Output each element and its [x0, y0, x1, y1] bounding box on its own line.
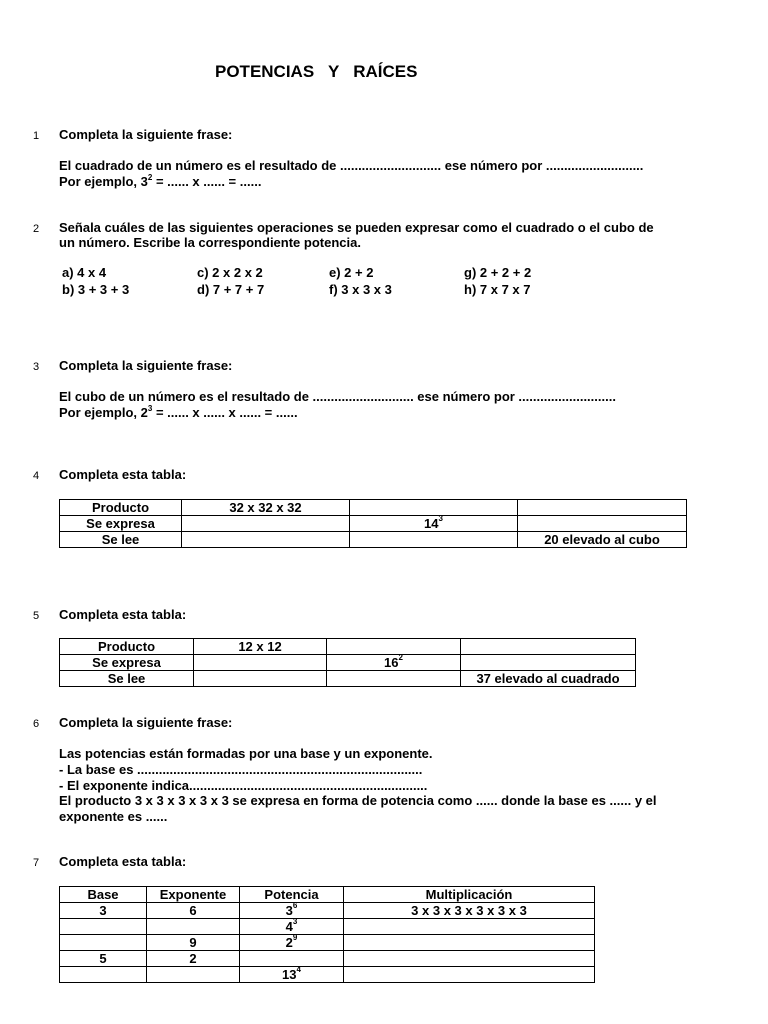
table-cell: [350, 532, 518, 548]
table-cell: [240, 935, 344, 951]
operation-item: f) 3 x 3 x 3: [329, 282, 392, 297]
question-text: - La base es ...............................................................................: [59, 762, 423, 777]
question-number: 5: [33, 610, 40, 622]
table-cell: [240, 903, 344, 919]
product-table: [59, 499, 687, 548]
table-row: [60, 532, 687, 548]
table-cell: [327, 639, 461, 655]
power-exponent: 6: [292, 901, 298, 911]
table-row: [60, 500, 687, 516]
question-text: exponente es ......: [59, 809, 168, 824]
power-exponent: 4: [296, 965, 301, 975]
power-exponent: 2: [398, 653, 403, 663]
operation-item: g) 2 + 2 + 2: [464, 265, 532, 280]
table-cell: [194, 655, 327, 671]
question-text: El producto 3 x 3 x 3 x 3 x 3 se expresa en forma de potencia como ...... donde la base es ...... y el: [59, 793, 657, 808]
column-header: Base: [60, 887, 147, 903]
example-base: Por ejemplo, 2: [59, 405, 148, 420]
table-row: [60, 639, 636, 655]
table-cell: [60, 935, 147, 951]
table-cell: 12 x 12: [194, 639, 327, 655]
table-cell: [461, 655, 636, 671]
table-cell: [344, 951, 595, 967]
table-row: [60, 935, 595, 951]
table-row: [60, 903, 595, 919]
column-header: Potencia: [240, 887, 344, 903]
operation-item: c) 2 x 2 x 2: [197, 265, 263, 280]
power-base: 3: [285, 902, 293, 918]
product-table: [59, 638, 636, 687]
question-number: 4: [33, 470, 40, 482]
table-cell: [518, 500, 687, 516]
table-header-row: [60, 887, 595, 903]
table-cell: [60, 919, 147, 935]
example-base: Por ejemplo, 3: [59, 174, 148, 189]
table-cell: Se expresa: [60, 516, 182, 532]
table-cell: [350, 516, 518, 532]
example-rest: = ...... x ...... x ...... = ......: [152, 405, 298, 420]
question-example: [59, 174, 261, 190]
table-row: [60, 967, 595, 983]
power-base: 4: [285, 918, 293, 934]
table-cell: 6: [147, 903, 240, 919]
question-text: Señala cuáles de las siguientes operaciones se pueden expresar como el cuadrado o el cubo de: [59, 220, 654, 235]
table-cell: [194, 671, 327, 687]
operation-item: e) 2 + 2: [329, 265, 374, 280]
power-exponent: 9: [292, 933, 298, 943]
table-cell: [518, 516, 687, 532]
column-header: Multiplicación: [344, 887, 595, 903]
question-heading: Completa esta tabla:: [59, 607, 187, 622]
table-row: [60, 516, 687, 532]
example-exponent: 2: [147, 172, 153, 182]
question-number: 2: [33, 223, 40, 235]
operation-item: b) 3 + 3 + 3: [62, 282, 130, 297]
power-base: 16: [384, 654, 399, 670]
table-cell: [60, 967, 147, 983]
question-text: un número. Escribe la correspondiente potencia.: [59, 235, 361, 250]
table-row: [60, 655, 636, 671]
table-cell: 20 elevado al cubo: [518, 532, 687, 548]
operation-item: h) 7 x 7 x 7: [464, 282, 531, 297]
question-number: 3: [33, 361, 40, 373]
table-cell: [461, 639, 636, 655]
table-cell: 2: [147, 951, 240, 967]
question-heading: Completa la siguiente frase:: [59, 715, 233, 730]
table-cell: [182, 532, 350, 548]
power-base: 13: [282, 966, 297, 982]
question-text: El cuadrado de un número es el resultado de ............................ ese número por ...........................: [59, 158, 644, 173]
power-exponent: 3: [292, 917, 298, 927]
question-number: 6: [33, 718, 40, 730]
table-cell: [240, 967, 344, 983]
question-text: El cubo de un número es el resultado de ............................ ese número por ...........................: [59, 389, 616, 404]
table-row: [60, 951, 595, 967]
power-table: [59, 886, 595, 983]
power-base: 14: [424, 515, 439, 531]
table-cell: Se expresa: [60, 655, 194, 671]
table-cell: 3: [60, 903, 147, 919]
question-text: - El exponente indica..................................................................: [59, 778, 428, 793]
table-cell: Se lee: [60, 671, 194, 687]
table-cell: [147, 919, 240, 935]
example-exponent: 3: [147, 403, 153, 413]
example-rest: = ...... x ...... = ......: [152, 174, 262, 189]
page-title: POTENCIAS Y RAÍCES: [215, 62, 418, 81]
table-cell: [240, 951, 344, 967]
table-row: [60, 671, 636, 687]
question-text: Las potencias están formadas por una base y un exponente.: [59, 746, 433, 761]
question-number: 7: [33, 857, 40, 869]
question-number: 1: [33, 130, 40, 142]
operation-item: a) 4 x 4: [62, 265, 107, 280]
column-header: Exponente: [147, 887, 240, 903]
question-heading: Completa esta tabla:: [59, 854, 187, 869]
table-cell: 3 x 3 x 3 x 3 x 3 x 3: [344, 903, 595, 919]
table-cell: [344, 967, 595, 983]
table-cell: [182, 516, 350, 532]
table-cell: Producto: [60, 639, 194, 655]
table-cell: 5: [60, 951, 147, 967]
table-cell: Se lee: [60, 532, 182, 548]
table-cell: [240, 919, 344, 935]
table-row: [60, 919, 595, 935]
table-cell: Producto: [60, 500, 182, 516]
table-cell: [350, 500, 518, 516]
question-heading: Completa esta tabla:: [59, 467, 187, 482]
table-cell: 37 elevado al cuadrado: [461, 671, 636, 687]
question-heading: Completa la siguiente frase:: [59, 127, 233, 142]
power-base: 2: [285, 934, 293, 950]
question-example: [59, 405, 298, 421]
operation-item: d) 7 + 7 + 7: [197, 282, 265, 297]
table-cell: [327, 655, 461, 671]
table-cell: [147, 967, 240, 983]
power-exponent: 3: [438, 514, 443, 524]
question-heading: Completa la siguiente frase:: [59, 358, 233, 373]
table-cell: [344, 935, 595, 951]
table-cell: [327, 671, 461, 687]
table-cell: 9: [147, 935, 240, 951]
table-cell: [344, 919, 595, 935]
table-cell: 32 x 32 x 32: [182, 500, 350, 516]
